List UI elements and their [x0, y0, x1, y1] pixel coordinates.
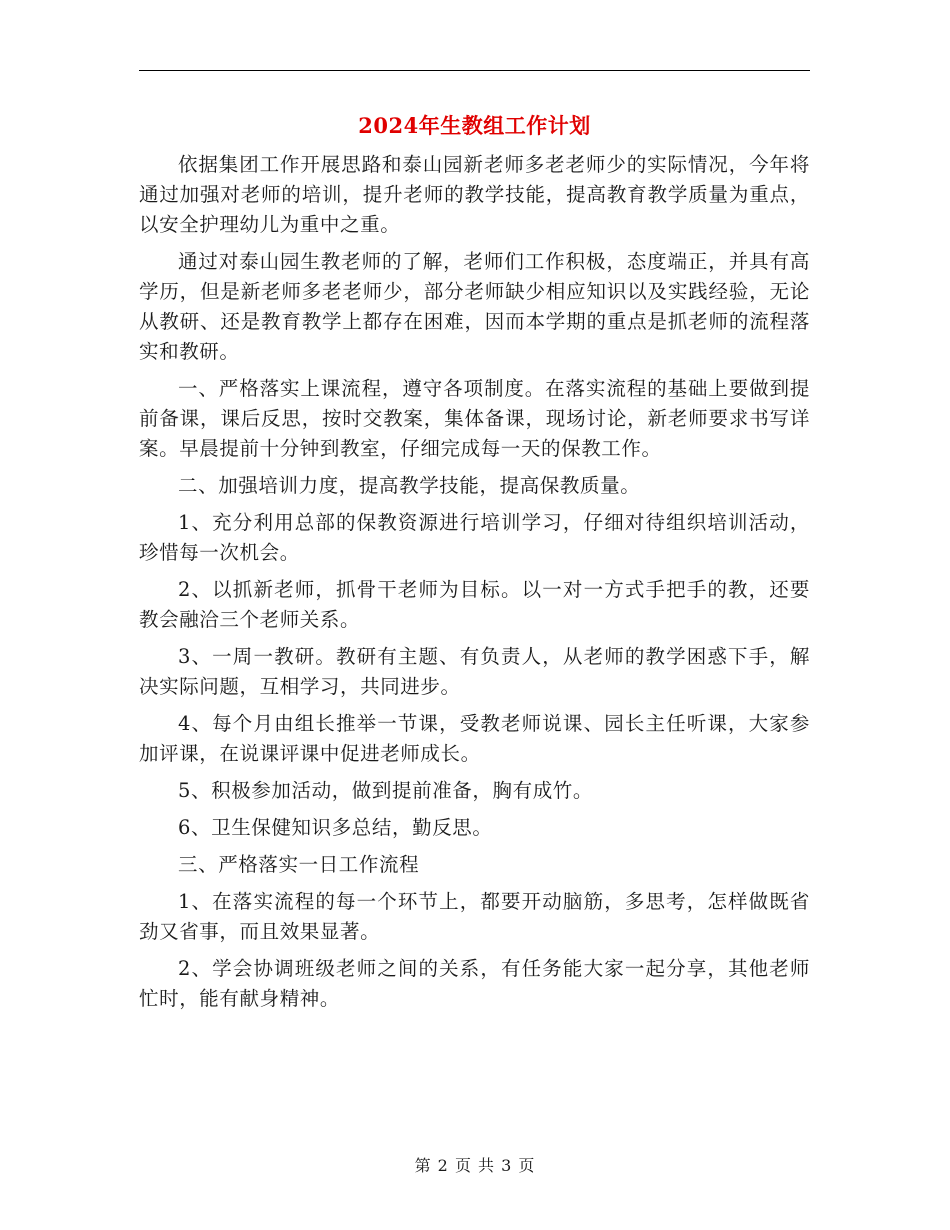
list-item: 6、卫生保健知识多总结，勤反思。: [178, 816, 493, 839]
list-item: 1、充分利用总部的保教资源进行培训学习，仔细对待组织培训活动，珍惜每一次机会。: [139, 511, 810, 564]
list-item: 3、一周一教研。教研有主题、有负责人，从老师的教学困惑下手，解决实际问题，互相学习，共同进步。: [139, 645, 810, 698]
list-item: 2、学会协调班级老师之间的关系，有任务能大家一起分享，其他老师忙时，能有献身精神。: [139, 957, 810, 1010]
list-item: 4、每个月由组长推举一节课，受教老师说课、园长主任听课，大家参加评课，在说课评课中促进老师成长。: [139, 712, 810, 765]
paragraph: 通过对泰山园生教老师的了解，老师们工作积极，态度端正，并具有高学历，但是新老师多老老师少，部分老师缺少相应知识以及实践经验，无论从教研、还是教育教学上都存在困难，因而本学期的重点是抓老师的流程落实和教研。: [139, 250, 810, 363]
list-item: 2、以抓新老师，抓骨干老师为目标。以一对一方式手把手的教，还要教会融洽三个老师关系。: [139, 578, 810, 631]
document-body: [139, 150, 810, 1014]
section-heading: 二、加强培训力度，提高教学技能，提高保教质量。: [178, 474, 641, 497]
list-item: 5、积极参加活动，做到提前准备，胸有成竹。: [178, 779, 594, 802]
header-rule: [139, 70, 810, 71]
section-heading: 三、严格落实一日工作流程: [178, 853, 420, 876]
paragraph: 一、严格落实上课流程，遵守各项制度。在落实流程的基础上要做到提前备课，课后反思，按时交教案，集体备课，现场讨论，新老师要求书写详案。早晨提前十分钟到教室，仔细完成每一天的保教工作。: [139, 377, 810, 460]
list-item: 1、在落实流程的每一个环节上，都要开动脑筋，多思考，怎样做既省劲又省事，而且效果显著。: [139, 890, 810, 943]
document-title: 2024年生教组工作计划: [358, 113, 591, 138]
paragraph: 依据集团工作开展思路和泰山园新老师多老老师少的实际情况，今年将通过加强对老师的培训，提升老师的教学技能，提高教育教学质量为重点，以安全护理幼儿为重中之重。: [139, 153, 810, 236]
page-number: 第 2 页 共 3 页: [414, 1156, 536, 1175]
